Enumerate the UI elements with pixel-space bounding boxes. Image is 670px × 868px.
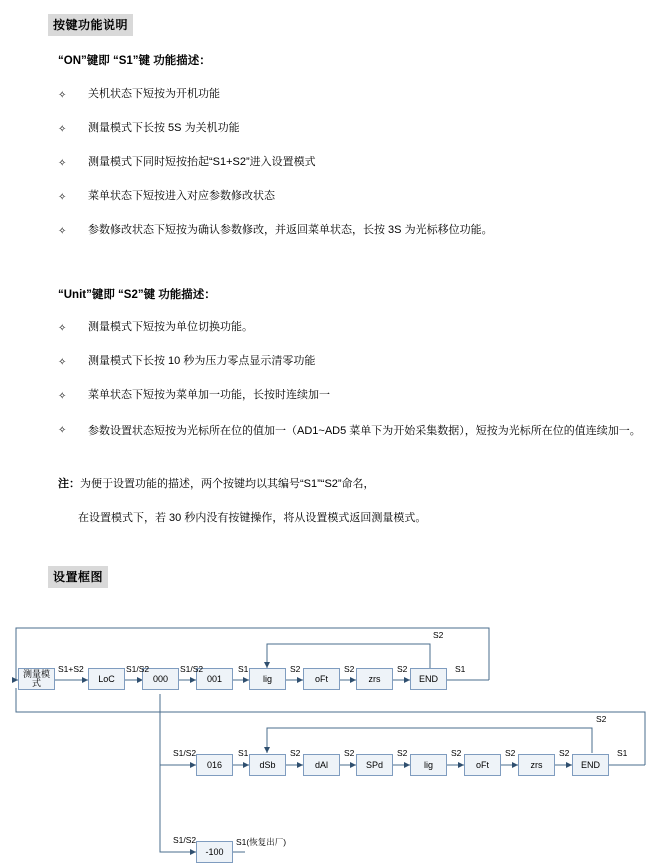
node-016[interactable]: 016 (196, 754, 233, 776)
node-dsb[interactable]: dSb (249, 754, 286, 776)
diamond-bullet-icon: ✧ (58, 158, 67, 169)
list-item-label: 关机状态下短按为开机功能 (88, 88, 220, 100)
edge-label-s2-zrs-end: S2 (397, 664, 408, 674)
node-lig-2[interactable]: lig (410, 754, 447, 776)
edge-label-s2-dal-spd: S2 (344, 748, 355, 758)
diamond-bullet-icon: ✧ (58, 357, 67, 368)
note-line-2: 在设置模式下，若 30 秒内没有按键操作，将从设置模式返回测量模式。 (78, 512, 427, 524)
list-item-label: 测量模式下短按为单位切换功能。 (88, 321, 253, 333)
diamond-bullet-icon: ✧ (58, 90, 67, 101)
node-lig-1[interactable]: lig (249, 668, 286, 690)
edge-label-s1-end2-exit: S1 (617, 748, 628, 758)
diamond-bullet-icon: ✧ (58, 192, 67, 203)
edge-label-s1s2-enter: S1+S2 (58, 664, 84, 674)
node-oft-1[interactable]: oFt (303, 668, 340, 690)
note-line-1 (58, 475, 375, 491)
diamond-bullet-icon: ✧ (58, 391, 67, 402)
edge-label-s2-row2-loop: S2 (596, 714, 607, 724)
node-measure-mode[interactable]: 测量模式 (18, 668, 55, 690)
edge-label-s1s2-016-100: S1/S2 (173, 835, 197, 845)
subheading-s2: “Unit”键即 “S2”键 功能描述： (58, 289, 216, 301)
edge-label-s1s2-000-016: S1/S2 (173, 748, 197, 758)
edge-label-s1-factory-reset: S1(恢复出厂) (236, 837, 287, 847)
edge-label-s2-lig-oft2: S2 (451, 748, 462, 758)
list-item-label: 参数修改状态下短按为确认参数修改，并返回菜单状态，长按 3S 为光标移位功能。 (88, 224, 493, 236)
edge-label-s1-016-dsb: S1 (238, 748, 249, 758)
list-item-label: 测量模式下同时短按抬起“S1+S2”进入设置模式 (88, 156, 316, 168)
edge-label-s2-oft-zrs: S2 (344, 664, 355, 674)
node-spd[interactable]: SPd (356, 754, 393, 776)
node-loc[interactable]: LoC (88, 668, 125, 690)
edge-label-s2-oft-zrs2: S2 (505, 748, 516, 758)
edge-label-s2-zrs-end2: S2 (559, 748, 570, 758)
node-oft-2[interactable]: oFt (464, 754, 501, 776)
node-000[interactable]: 000 (142, 668, 179, 690)
node-minus-100[interactable]: -100 (196, 841, 233, 863)
edge-label-s2-lig-oft: S2 (290, 664, 301, 674)
node-dal[interactable]: dAl (303, 754, 340, 776)
note-text-1: 为便于设置功能的描述，两个按键均以其编号“S1”“S2”命名， (80, 478, 375, 490)
node-zrs-1[interactable]: zrs (356, 668, 393, 690)
node-zrs-2[interactable]: zrs (518, 754, 555, 776)
diamond-bullet-icon: ✧ (58, 323, 67, 334)
section-title-diagram: 设置框图 (48, 566, 108, 588)
edge-label-s2-row1-loop: S2 (433, 630, 444, 640)
edge-label-s2-dsb-dal: S2 (290, 748, 301, 758)
diamond-bullet-icon: ✧ (58, 226, 67, 237)
node-001[interactable]: 001 (196, 668, 233, 690)
list-item-label: 测量模式下长按 10 秒为压力零点显示清零功能 (88, 355, 316, 367)
list-item-label: 菜单状态下短按进入对应参数修改状态 (88, 190, 275, 202)
node-end-2[interactable]: END (572, 754, 609, 776)
setup-flow-diagram (0, 600, 670, 868)
edge-label-s1s2-000-001: S1/S2 (180, 664, 204, 674)
section-title-keys: 按键功能说明 (48, 14, 133, 36)
subheading-s1: “ON”键即 “S1”键 功能描述： (58, 55, 211, 67)
edge-label-s1-end1-exit: S1 (455, 664, 466, 674)
node-end-1[interactable]: END (410, 668, 447, 690)
diamond-bullet-icon: ✧ (58, 124, 67, 135)
edge-label-s1s2-loc-000: S1/S2 (126, 664, 150, 674)
list-item-label: 参数设置状态短按为光标所在位的值加一（AD1~AD5 菜单下为开始采集数据），短按为光标所在位的值连续加一。 (88, 425, 641, 437)
note-label: 注： (58, 478, 80, 490)
diamond-bullet-icon: ✧ (58, 425, 67, 436)
list-item-label: 测量模式下长按 5S 为关机功能 (88, 122, 240, 134)
edge-label-s1-001-lig: S1 (238, 664, 249, 674)
list-item-label: 菜单状态下短按为菜单加一功能，长按时连续加一 (88, 389, 330, 401)
diagram-wires (0, 600, 670, 868)
edge-label-s2-spd-lig: S2 (397, 748, 408, 758)
